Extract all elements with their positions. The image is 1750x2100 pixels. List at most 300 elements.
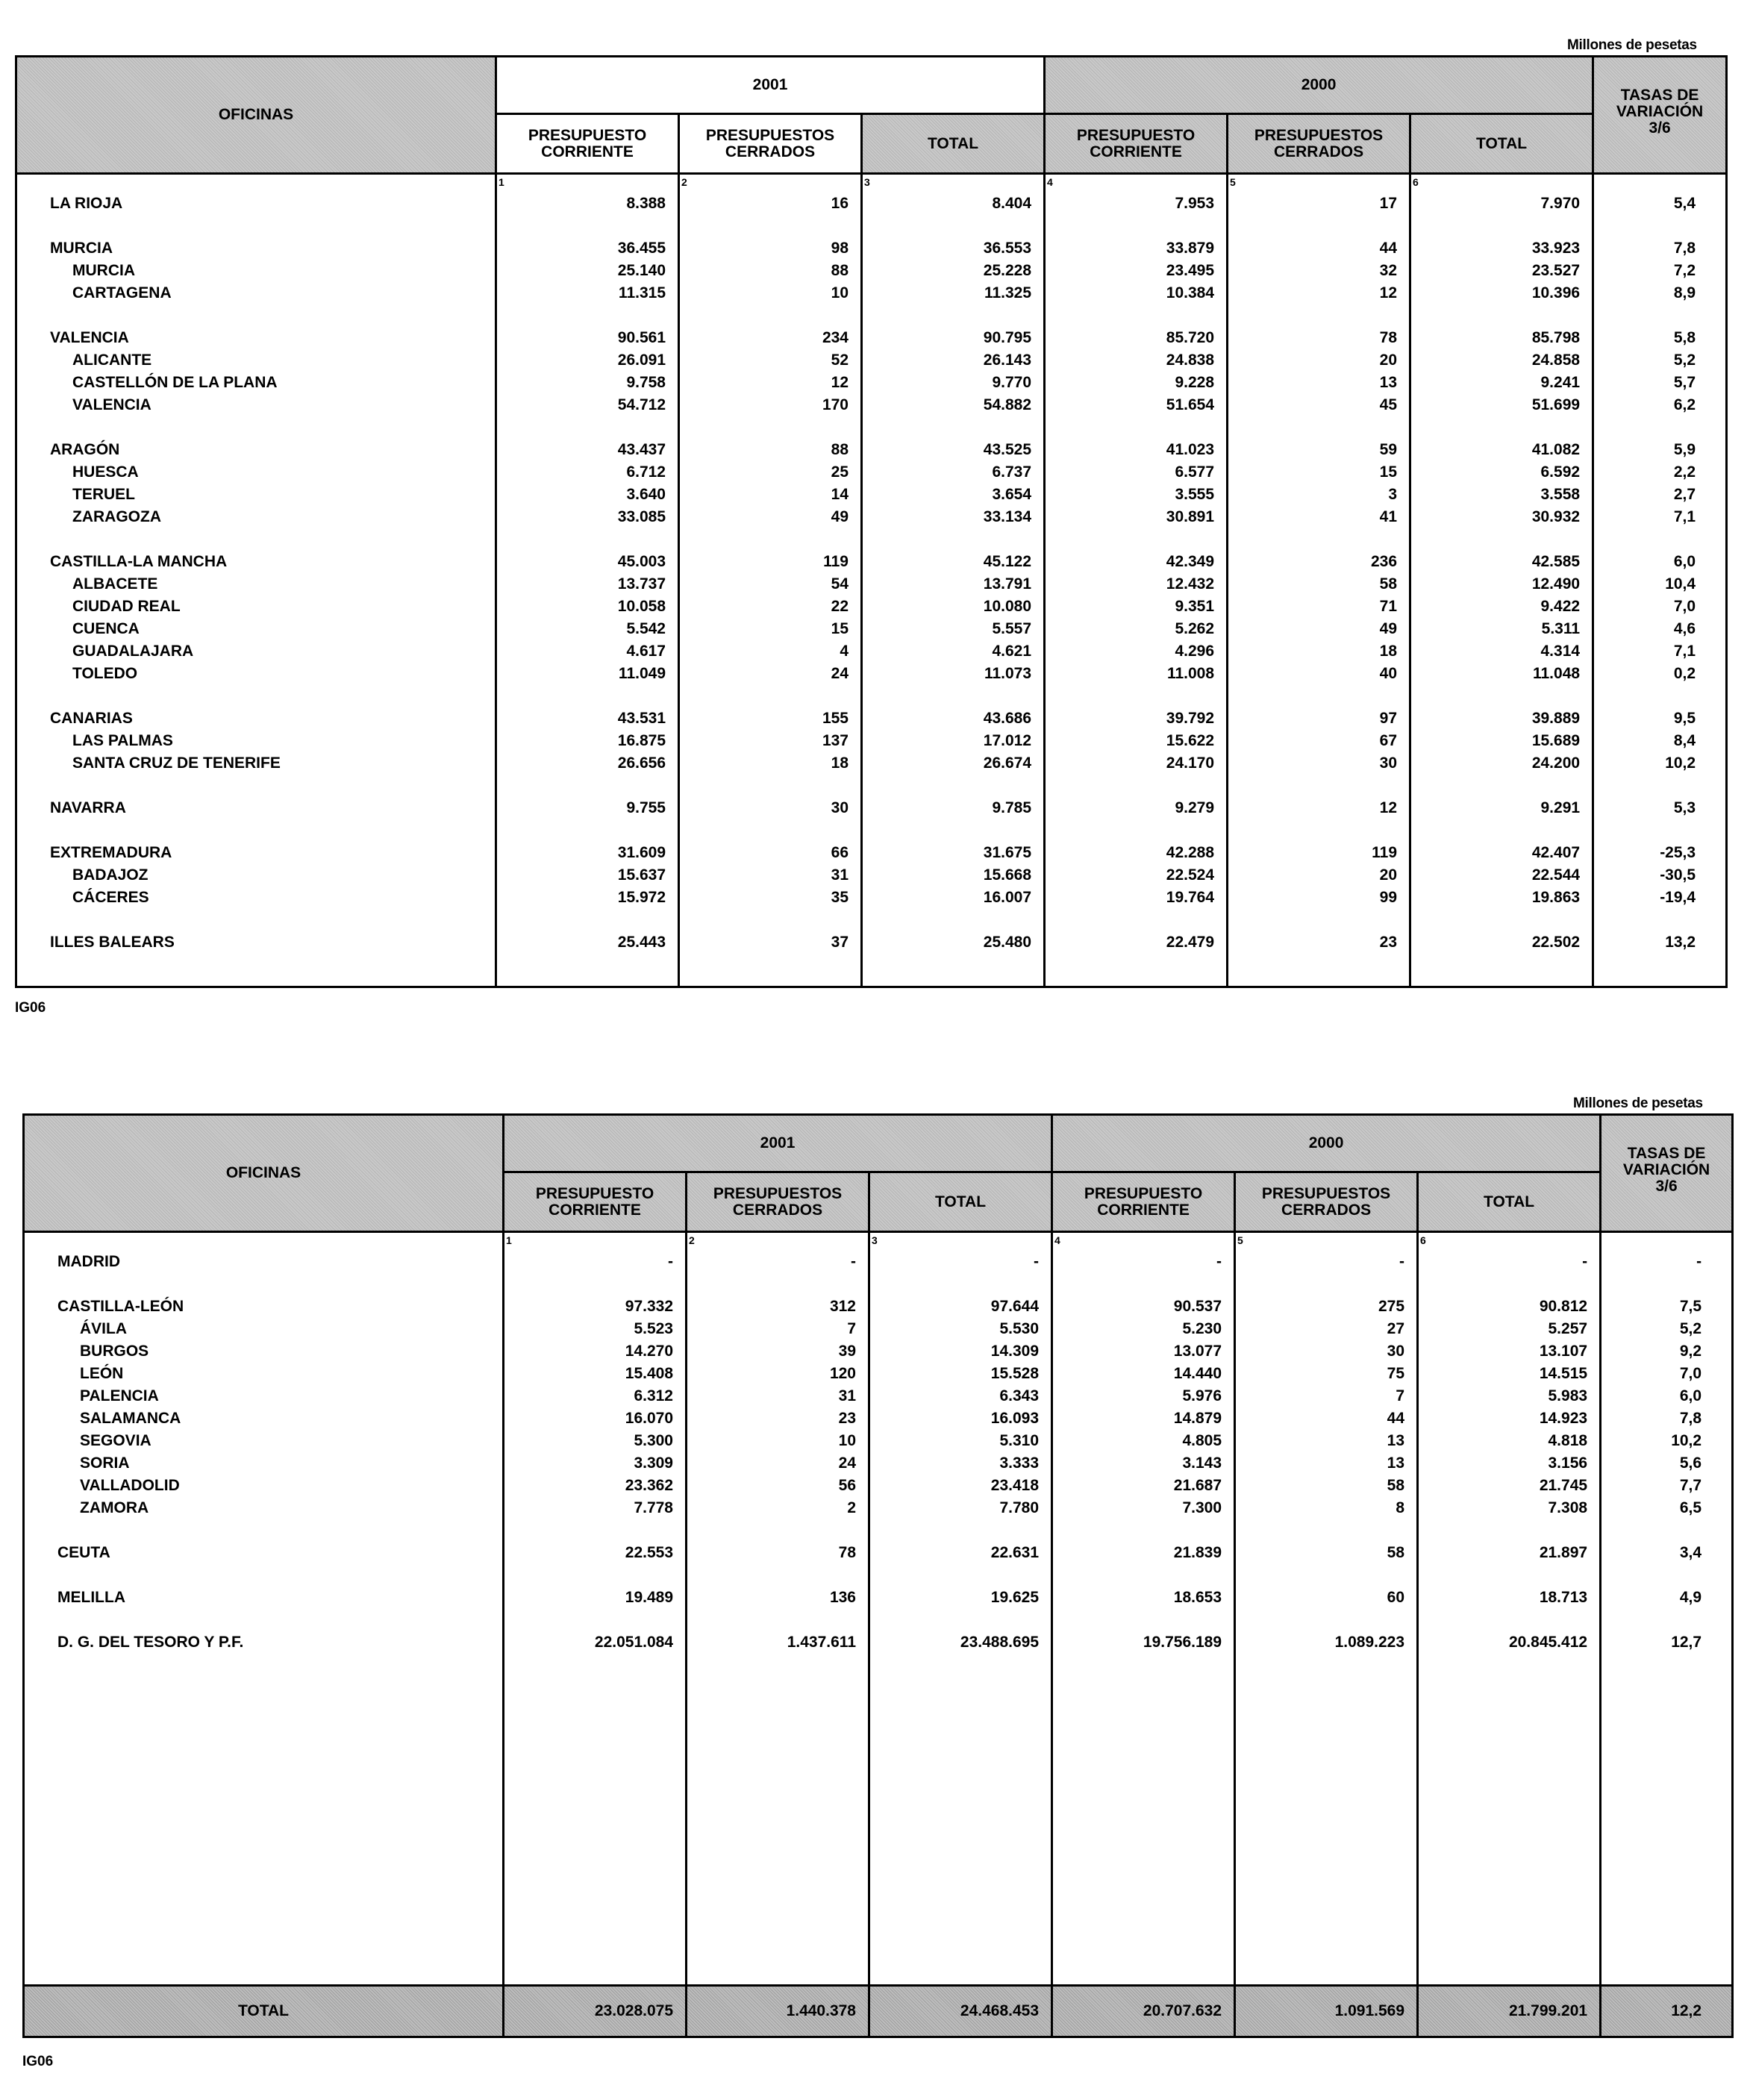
row-spacer	[680, 528, 860, 551]
header-year-2000: 2000	[1045, 57, 1593, 114]
value-cell-c4: 42.349	[1166, 553, 1215, 570]
office-name: GUADALAJARA	[72, 643, 194, 660]
value-cell-c2: 35	[831, 889, 849, 906]
variation-rate-cell: 6,5	[1679, 1499, 1702, 1516]
value-cell-c1: 45.003	[617, 553, 666, 570]
row-spacer	[17, 304, 495, 327]
value-cell-c3: 23.488.695	[960, 1634, 1040, 1651]
header-cerrados-2000: PRESUPUESTOS CERRADOS	[1228, 114, 1410, 174]
value-cell-c3: 19.625	[990, 1589, 1040, 1606]
row-spacer	[863, 416, 1043, 439]
value-cell-c4: 3.555	[1175, 486, 1215, 503]
value-cell-c1: 26.656	[617, 754, 666, 772]
row-spacer	[863, 775, 1043, 797]
row-spacer	[1228, 304, 1409, 327]
value-cell-c4: 33.879	[1166, 240, 1215, 257]
row-spacer	[504, 1273, 685, 1296]
region-name: ILLES BALEARS	[50, 934, 175, 951]
value-cell-c5: 27	[1387, 1320, 1405, 1337]
value-cell-c1: 6.712	[626, 463, 666, 481]
variation-rate-cell: 10,2	[1671, 1432, 1702, 1449]
col-oficinas	[24, 1232, 504, 1986]
office-name: CÁCERES	[72, 889, 149, 906]
value-cell-c2: 119	[823, 553, 849, 570]
value-cell-c1: 9.755	[626, 799, 666, 816]
value-cell-c3: 8.404	[992, 195, 1032, 212]
row-spacer	[504, 1609, 685, 1631]
office-name: ZARAGOZA	[72, 508, 161, 525]
value-cell-c5: 8	[1396, 1499, 1405, 1516]
value-cell-c1: 33.085	[617, 508, 666, 525]
budget-table-2	[22, 1113, 1734, 2038]
value-cell-c3: 54.882	[983, 396, 1032, 413]
column-number-3: 3	[872, 1234, 878, 1246]
value-cell-c2: 22	[831, 598, 849, 615]
variation-rate-cell: 8,4	[1673, 732, 1696, 749]
row-spacer	[1411, 528, 1592, 551]
value-cell-c5: 30	[1379, 754, 1398, 772]
office-name: ALICANTE	[72, 351, 152, 369]
value-cell-c6: 9.291	[1540, 799, 1581, 816]
table-code: IG06	[22, 2054, 54, 2069]
office-name: CIUDAD REAL	[72, 598, 181, 615]
col-5	[1235, 1232, 1418, 1986]
office-name: SORIA	[80, 1454, 130, 1472]
value-cell-c1: 19.489	[625, 1589, 673, 1606]
row-spacer	[1594, 528, 1725, 551]
variation-rate-cell: 3,4	[1679, 1544, 1702, 1561]
value-cell-c4: 22.524	[1166, 866, 1215, 884]
row-spacer	[1228, 909, 1409, 931]
col-1	[496, 174, 679, 987]
value-cell-c4: 5.262	[1175, 620, 1215, 637]
row-spacer	[17, 685, 495, 707]
value-cell-c6: 24.200	[1531, 754, 1581, 772]
region-name: MELILLA	[57, 1589, 125, 1606]
row-spacer	[687, 1519, 868, 1542]
variation-rate-cell: 5,4	[1673, 195, 1696, 212]
row-spacer	[687, 1273, 868, 1296]
value-cell-c6: 51.699	[1531, 396, 1581, 413]
value-cell-c5: 78	[1379, 329, 1398, 346]
variation-rate-cell: 13,2	[1665, 934, 1696, 951]
value-cell-c1: 31.609	[617, 844, 666, 861]
row-spacer	[1594, 909, 1725, 931]
value-cell-c6: 24.858	[1531, 351, 1581, 369]
value-cell-c2: 54	[831, 575, 849, 593]
table-section-2	[0, 1052, 1750, 2100]
col-4	[1052, 1232, 1235, 1986]
value-cell-c2: 12	[831, 374, 849, 391]
variation-rate-cell: 2,7	[1673, 486, 1696, 503]
value-cell-c1: 25.140	[617, 262, 666, 279]
value-cell-c6: 9.422	[1540, 598, 1581, 615]
value-cell-c6: 39.889	[1531, 710, 1581, 727]
rate-line-3: 3/6	[1655, 1178, 1678, 1195]
col-2	[679, 174, 862, 987]
total-label: TOTAL	[24, 1986, 504, 2037]
variation-rate-cell: 5,2	[1679, 1320, 1702, 1337]
row-spacer	[497, 685, 678, 707]
value-cell-c4: 19.764	[1166, 889, 1215, 906]
value-cell-c5: 44	[1387, 1410, 1405, 1427]
value-cell-c2: 39	[838, 1343, 856, 1360]
variation-rate-cell: 6,2	[1673, 396, 1696, 413]
header-total-2000: TOTAL	[1410, 114, 1593, 174]
variation-rate-cell: 9,2	[1679, 1343, 1702, 1360]
header-tasas-variacion	[1593, 57, 1727, 174]
region-name: MURCIA	[50, 240, 113, 257]
value-cell-c2: 18	[831, 754, 849, 772]
variation-rate-cell: 7,8	[1679, 1410, 1702, 1427]
value-cell-c6: 22.502	[1531, 934, 1581, 951]
row-spacer	[1411, 775, 1592, 797]
value-cell-c6: 14.923	[1539, 1410, 1588, 1427]
value-cell-c6: 5.311	[1541, 620, 1581, 637]
row-spacer	[1411, 215, 1592, 237]
variation-rate-cell: 10,2	[1665, 754, 1696, 772]
value-cell-c1: 90.561	[617, 329, 666, 346]
value-cell-c6: 14.515	[1539, 1365, 1588, 1382]
total-c2: 1.440.378	[687, 1986, 869, 2037]
value-cell-c6: 19.863	[1531, 889, 1581, 906]
row-spacer	[1594, 215, 1725, 237]
value-cell-c5: 13	[1379, 374, 1398, 391]
value-cell-c1: 22.553	[625, 1544, 673, 1561]
row-spacer	[680, 304, 860, 327]
value-cell-c4: 22.479	[1166, 934, 1215, 951]
value-cell-c1: 25.443	[617, 934, 666, 951]
col-1	[504, 1232, 687, 1986]
value-cell-c4: 13.077	[1173, 1343, 1222, 1360]
row-spacer	[863, 685, 1043, 707]
column-number-5: 5	[1230, 176, 1236, 188]
variation-rate-cell: 5,2	[1673, 351, 1696, 369]
value-cell-c2: 24	[831, 665, 849, 682]
row-spacer	[1053, 1564, 1234, 1587]
value-cell-c6: -	[1582, 1253, 1588, 1270]
value-cell-c2: 234	[822, 329, 849, 346]
col-rate	[1601, 1232, 1733, 1986]
row-spacer	[1046, 304, 1226, 327]
col-5	[1228, 174, 1410, 987]
value-cell-c2: 23	[838, 1410, 856, 1427]
value-cell-c6: 9.241	[1540, 374, 1581, 391]
row-spacer	[1411, 819, 1592, 842]
value-cell-c2: 88	[831, 441, 849, 458]
table-code: IG06	[15, 1000, 46, 1016]
region-name: EXTREMADURA	[50, 844, 172, 861]
value-cell-c4: 7.953	[1175, 195, 1215, 212]
value-cell-c1: 15.408	[625, 1365, 673, 1382]
row-spacer	[1419, 1519, 1599, 1542]
row-spacer	[1046, 775, 1226, 797]
row-spacer	[680, 775, 860, 797]
variation-rate-cell: 7,1	[1673, 643, 1696, 660]
value-cell-c5: 3	[1388, 486, 1398, 503]
variation-rate-cell: 6,0	[1679, 1387, 1702, 1404]
value-cell-c1: 5.542	[626, 620, 666, 637]
row-spacer	[1419, 1564, 1599, 1587]
row-spacer	[1053, 1519, 1234, 1542]
row-spacer	[1419, 1273, 1599, 1296]
value-cell-c1: 26.091	[617, 351, 666, 369]
value-cell-c6: 23.527	[1531, 262, 1581, 279]
value-cell-c2: 155	[822, 710, 849, 727]
office-name: SANTA CRUZ DE TENERIFE	[72, 754, 281, 772]
header-cerrados-2001: PRESUPUESTOS CERRADOS	[687, 1172, 869, 1232]
value-cell-c2: 137	[822, 732, 849, 749]
value-cell-c2: 31	[838, 1387, 856, 1404]
value-cell-c6: 12.490	[1531, 575, 1581, 593]
variation-rate-cell: -19,4	[1660, 889, 1696, 906]
row-spacer	[25, 1273, 502, 1296]
value-cell-c1: 3.309	[634, 1454, 673, 1472]
office-name: BURGOS	[80, 1343, 149, 1360]
value-cell-c3: 9.785	[992, 799, 1032, 816]
rate-line-1: TASAS DE	[1627, 1145, 1706, 1162]
row-spacer	[497, 416, 678, 439]
col-rate	[1593, 174, 1727, 987]
row-spacer	[1228, 416, 1409, 439]
variation-rate-cell: 4,6	[1673, 620, 1696, 637]
value-cell-c4: 5.976	[1182, 1387, 1222, 1404]
row-spacer	[870, 1273, 1051, 1296]
header-corriente-2001: PRESUPUESTO CORRIENTE	[504, 1172, 687, 1232]
region-name: VALENCIA	[50, 329, 129, 346]
col-6	[1410, 174, 1593, 987]
value-cell-c2: 14	[831, 486, 849, 503]
variation-rate-cell: 5,7	[1673, 374, 1696, 391]
row-spacer	[497, 775, 678, 797]
value-cell-c1: 9.758	[626, 374, 666, 391]
value-cell-c3: 11.325	[984, 284, 1032, 301]
row-spacer	[1228, 528, 1409, 551]
row-spacer	[1228, 775, 1409, 797]
total-c4: 20.707.632	[1052, 1986, 1235, 2037]
value-cell-c1: 11.315	[618, 284, 666, 301]
value-cell-c6: 4.314	[1540, 643, 1581, 660]
value-cell-c6: 42.407	[1531, 844, 1581, 861]
value-cell-c1: 11.049	[618, 665, 666, 682]
value-cell-c5: 41	[1379, 508, 1398, 525]
value-cell-c2: 88	[831, 262, 849, 279]
value-cell-c6: 4.818	[1548, 1432, 1588, 1449]
row-spacer	[863, 304, 1043, 327]
header-year-2001: 2001	[496, 57, 1045, 114]
value-cell-c3: 31.675	[983, 844, 1032, 861]
header-oficinas: OFICINAS	[24, 1115, 504, 1232]
header-corriente-2000: PRESUPUESTO CORRIENTE	[1045, 114, 1228, 174]
value-cell-c3: 3.333	[999, 1454, 1040, 1472]
region-name: CANARIAS	[50, 710, 133, 727]
value-cell-c4: 24.170	[1166, 754, 1215, 772]
value-cell-c5: 75	[1387, 1365, 1405, 1382]
column-number-5: 5	[1237, 1234, 1243, 1246]
value-cell-c5: 18	[1379, 643, 1398, 660]
value-cell-c2: 136	[829, 1589, 856, 1606]
col-oficinas	[16, 174, 496, 987]
row-spacer	[17, 909, 495, 931]
value-cell-c6: 20.845.412	[1508, 1634, 1588, 1651]
value-cell-c1: 36.455	[617, 240, 666, 257]
value-cell-c3: 6.343	[999, 1387, 1040, 1404]
value-cell-c3: -	[1034, 1253, 1040, 1270]
value-cell-c4: 41.023	[1166, 441, 1215, 458]
row-spacer	[25, 1564, 502, 1587]
value-cell-c3: 43.686	[983, 710, 1032, 727]
value-cell-c6: 18.713	[1539, 1589, 1588, 1606]
column-number-3: 3	[864, 176, 870, 188]
variation-rate-cell: 7,2	[1673, 262, 1696, 279]
value-cell-c2: 24	[838, 1454, 856, 1472]
value-cell-c1: 7.778	[634, 1499, 673, 1516]
value-cell-c5: 12	[1379, 284, 1398, 301]
value-cell-c1: 3.640	[626, 486, 666, 503]
row-spacer	[1236, 1609, 1416, 1631]
header-total-2001: TOTAL	[862, 114, 1045, 174]
value-cell-c1: 15.637	[617, 866, 666, 884]
column-number-2: 2	[689, 1234, 695, 1246]
row-spacer	[1601, 1273, 1731, 1296]
column-number-4: 4	[1054, 1234, 1060, 1246]
variation-rate-cell: 5,9	[1673, 441, 1696, 458]
total-rate: 12,2	[1601, 1986, 1733, 2037]
row-spacer	[1053, 1609, 1234, 1631]
value-cell-c3: 33.134	[983, 508, 1032, 525]
value-cell-c5: 99	[1379, 889, 1398, 906]
value-cell-c6: 5.257	[1548, 1320, 1588, 1337]
value-cell-c4: 24.838	[1166, 351, 1215, 369]
value-cell-c6: 11.048	[1532, 665, 1581, 682]
row-spacer	[1594, 304, 1725, 327]
value-cell-c4: 11.008	[1166, 665, 1215, 682]
office-name: MURCIA	[72, 262, 135, 279]
variation-rate-cell: -	[1696, 1253, 1702, 1270]
value-cell-c3: 5.557	[992, 620, 1032, 637]
value-cell-c3: 15.668	[983, 866, 1032, 884]
value-cell-c3: 3.654	[992, 486, 1032, 503]
value-cell-c3: 43.525	[983, 441, 1032, 458]
row-spacer	[1053, 1273, 1234, 1296]
value-cell-c5: 49	[1379, 620, 1398, 637]
value-cell-c2: 49	[831, 508, 849, 525]
value-cell-c2: 120	[829, 1365, 856, 1382]
value-cell-c2: 2	[847, 1499, 856, 1516]
budget-table-1	[15, 55, 1728, 988]
value-cell-c1: 14.270	[625, 1343, 673, 1360]
value-cell-c1: 5.300	[634, 1432, 673, 1449]
units-label: Millones de pesetas	[1567, 37, 1697, 53]
total-c6: 21.799.201	[1418, 1986, 1601, 2037]
value-cell-c6: 42.585	[1531, 553, 1581, 570]
col-3	[862, 174, 1045, 987]
variation-rate-cell: 5,6	[1679, 1454, 1702, 1472]
value-cell-c5: -	[1399, 1253, 1405, 1270]
office-name: ALBACETE	[72, 575, 158, 593]
row-spacer	[497, 304, 678, 327]
value-cell-c6: 7.970	[1540, 195, 1581, 212]
column-number-4: 4	[1047, 176, 1053, 188]
row-spacer	[25, 1609, 502, 1631]
row-spacer	[863, 819, 1043, 842]
value-cell-c4: 5.230	[1182, 1320, 1222, 1337]
variation-rate-cell: 7,0	[1673, 598, 1696, 615]
value-cell-c5: 7	[1396, 1387, 1405, 1404]
row-spacer	[870, 1564, 1051, 1587]
value-cell-c4: 39.792	[1166, 710, 1215, 727]
variation-rate-cell: -30,5	[1660, 866, 1696, 884]
value-cell-c6: 10.396	[1531, 284, 1581, 301]
value-cell-c2: 30	[831, 799, 849, 816]
rate-line-3: 3/6	[1649, 119, 1671, 137]
value-cell-c6: 6.592	[1540, 463, 1581, 481]
value-cell-c1: 15.972	[617, 889, 666, 906]
region-name: CASTILLA-LA MANCHA	[50, 553, 228, 570]
table-section-1	[0, 0, 1750, 1045]
value-cell-c4: 85.720	[1166, 329, 1215, 346]
header-cerrados-2001: PRESUPUESTOS CERRADOS	[679, 114, 862, 174]
value-cell-c3: 22.631	[990, 1544, 1040, 1561]
value-cell-c5: 59	[1379, 441, 1398, 458]
value-cell-c5: 12	[1379, 799, 1398, 816]
office-name: CUENCA	[72, 620, 140, 637]
value-cell-c1: 97.332	[625, 1298, 673, 1315]
value-cell-c4: 9.228	[1175, 374, 1215, 391]
row-spacer	[1228, 819, 1409, 842]
value-cell-c4: 18.653	[1173, 1589, 1222, 1606]
header-total-2001: TOTAL	[869, 1172, 1052, 1232]
office-name: CARTAGENA	[72, 284, 172, 301]
col-3	[869, 1232, 1052, 1986]
row-spacer	[1601, 1564, 1731, 1587]
row-spacer	[1411, 304, 1592, 327]
row-spacer	[1594, 775, 1725, 797]
value-cell-c5: 40	[1379, 665, 1398, 682]
value-cell-c4: 4.805	[1182, 1432, 1222, 1449]
value-cell-c4: 30.891	[1166, 508, 1215, 525]
value-cell-c2: 78	[838, 1544, 856, 1561]
office-name: PALENCIA	[80, 1387, 159, 1404]
value-cell-c4: 9.351	[1175, 598, 1215, 615]
value-cell-c6: 13.107	[1539, 1343, 1588, 1360]
value-cell-c5: 58	[1379, 575, 1398, 593]
value-cell-c2: 37	[831, 934, 849, 951]
value-cell-c4: 23.495	[1166, 262, 1215, 279]
value-cell-c1: 16.070	[625, 1410, 673, 1427]
value-cell-c5: 20	[1379, 866, 1398, 884]
units-label: Millones de pesetas	[1573, 1096, 1703, 1111]
col-2	[687, 1232, 869, 1986]
value-cell-c5: 236	[1370, 553, 1398, 570]
value-cell-c5: 67	[1379, 732, 1398, 749]
value-cell-c5: 71	[1379, 598, 1398, 615]
value-cell-c5: 275	[1378, 1298, 1405, 1315]
total-c1: 23.028.075	[504, 1986, 687, 2037]
row-spacer	[863, 909, 1043, 931]
variation-rate-cell: 9,5	[1673, 710, 1696, 727]
rate-line-2: VARIACIÓN	[1616, 103, 1704, 120]
column-number-1: 1	[506, 1234, 512, 1246]
value-cell-c2: 66	[831, 844, 849, 861]
value-cell-c1: 5.523	[634, 1320, 673, 1337]
value-cell-c6: 33.923	[1531, 240, 1581, 257]
value-cell-c2: 170	[822, 396, 849, 413]
value-cell-c3: 4.621	[992, 643, 1032, 660]
value-cell-c3: 13.791	[983, 575, 1032, 593]
value-cell-c5: 119	[1372, 844, 1398, 861]
value-cell-c2: 98	[831, 240, 849, 257]
